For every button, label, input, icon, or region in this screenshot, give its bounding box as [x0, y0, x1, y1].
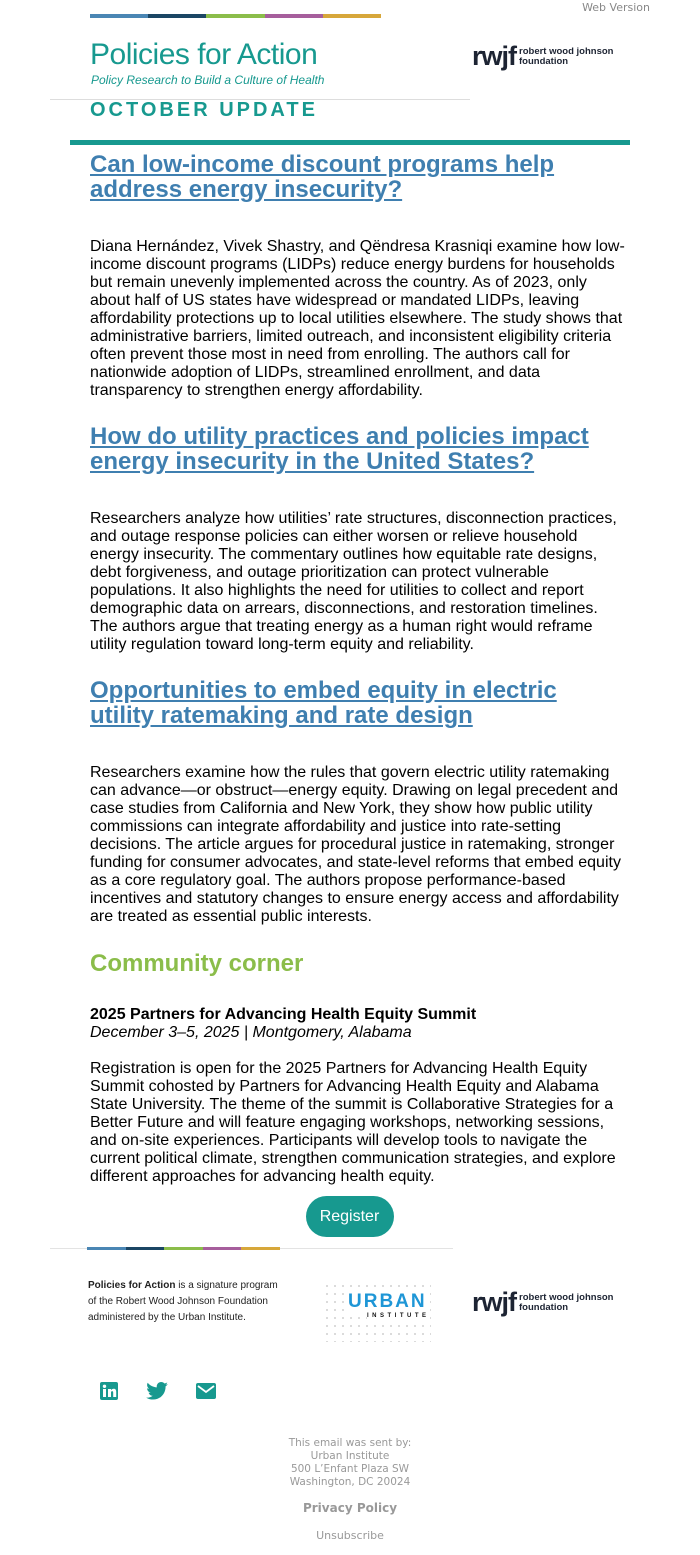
- linkedin-icon[interactable]: [98, 1380, 120, 1402]
- article-title-link[interactable]: How do utility practices and policies impact energy insecurity in the United States?: [90, 423, 589, 475]
- rwjf-logo: rwjf robert wood johnson foundation: [472, 41, 614, 71]
- main-content: [90, 152, 625, 1237]
- color-stripe-top: [90, 14, 381, 18]
- brand-title: Policies for Action: [90, 38, 318, 71]
- brand-tagline: Policy Research to Build a Culture of Health: [91, 73, 325, 87]
- teal-divider: [70, 140, 630, 145]
- email-icon[interactable]: [195, 1380, 217, 1402]
- rwjf-logo-footer: rwjf robert wood johnson foundation: [472, 1287, 614, 1317]
- urban-institute-logo: URBAN INSTITUTE: [323, 1282, 431, 1342]
- community-heading: Community corner: [90, 950, 304, 977]
- register-button[interactable]: Register: [306, 1196, 394, 1237]
- article-title-link[interactable]: Can low-income discount programs help address energy insecurity?: [90, 151, 555, 203]
- article-summary: Researchers analyze how utilities’ rate structures, disconnection practices, and outage response policies can either worsen or relieve household energy insecurity. The commentary outlines how equitable rate designs, debt forgiveness, and outage prioritization can protect vulnerable populations. It also highlights the need for utilities to collect and report demographic data on arrears, disconnections, and restoration timelines. The authors argue that treating energy as a human right would reframe utility regulation toward long-term equity and reliability.: [90, 510, 617, 653]
- event-description: Registration is open for the 2025 Partners for Advancing Health Equity Summit cohosted by Partners for Advancing Health Equity and Alabama State University. The theme of the summit is Collaborative Strategies for a Better Future and will feature engaging workshops, networking sessions, and on-site experiences. Participants will develop tools to navigate the current political climate, strengthen communication strategies, and explore different approaches for advancing health equity.: [90, 1060, 616, 1185]
- event-title: 2025 Partners for Advancing Health Equity Summit: [90, 1006, 477, 1023]
- web-version-link[interactable]: Web Version: [582, 1, 650, 14]
- unsubscribe-link[interactable]: Unsubscribe: [316, 1529, 384, 1542]
- issue-title: OCTOBER UPDATE: [90, 99, 318, 121]
- article-summary: Researchers examine how the rules that govern electric utility ratemaking can advance—or obstruct—energy equity. Drawing on legal precedent and case studies from California and New York, they show how public utility commissions can integrate affordability and justice into rate-setting decisions. The article argues for procedural justice in ratemaking, stronger funding for consumer advocates, and state-level reforms that embed equity as a core regulatory goal. The authors propose performance-based incentives and statutory changes to ensure energy access and affordability are treated as essential public interests.: [90, 764, 621, 925]
- privacy-policy-link[interactable]: Privacy Policy: [302, 1501, 398, 1515]
- article-title-link[interactable]: Opportunities to embed equity in electric utility ratemaking and rate design: [90, 677, 557, 729]
- about-text: Policies for Action is a signature program of the Robert Wood Johnson Foundation administered by the Urban Institute.: [88, 1280, 278, 1323]
- article-summary: Diana Hernández, Vivek Shastry, and Qëndresa Krasniqi examine how low-income discount programs (LIDPs) reduce energy burdens for households but remain unevenly implemented across the country. As of 2023, only about half of US states have widespread or mandated LIDPs, leaving affordability protections up to local utilities elsewhere. The study shows that administrative barriers, limited outreach, and inconsistent eligibility criteria often prevent those most in need from enrolling. The authors call for nationwide adoption of LIDPs, streamlined enrollment, and data transparency to strengthen energy affordability.: [90, 238, 625, 399]
- twitter-icon[interactable]: [146, 1380, 168, 1402]
- color-stripe-footer: [87, 1247, 280, 1250]
- event-date: December 3–5, 2025 | Montgomery, Alabama: [90, 1024, 412, 1041]
- sender-address: This email was sent by: Urban Institute 500 L’Enfant Plaza SW Washington, DC 20024: [288, 1437, 412, 1488]
